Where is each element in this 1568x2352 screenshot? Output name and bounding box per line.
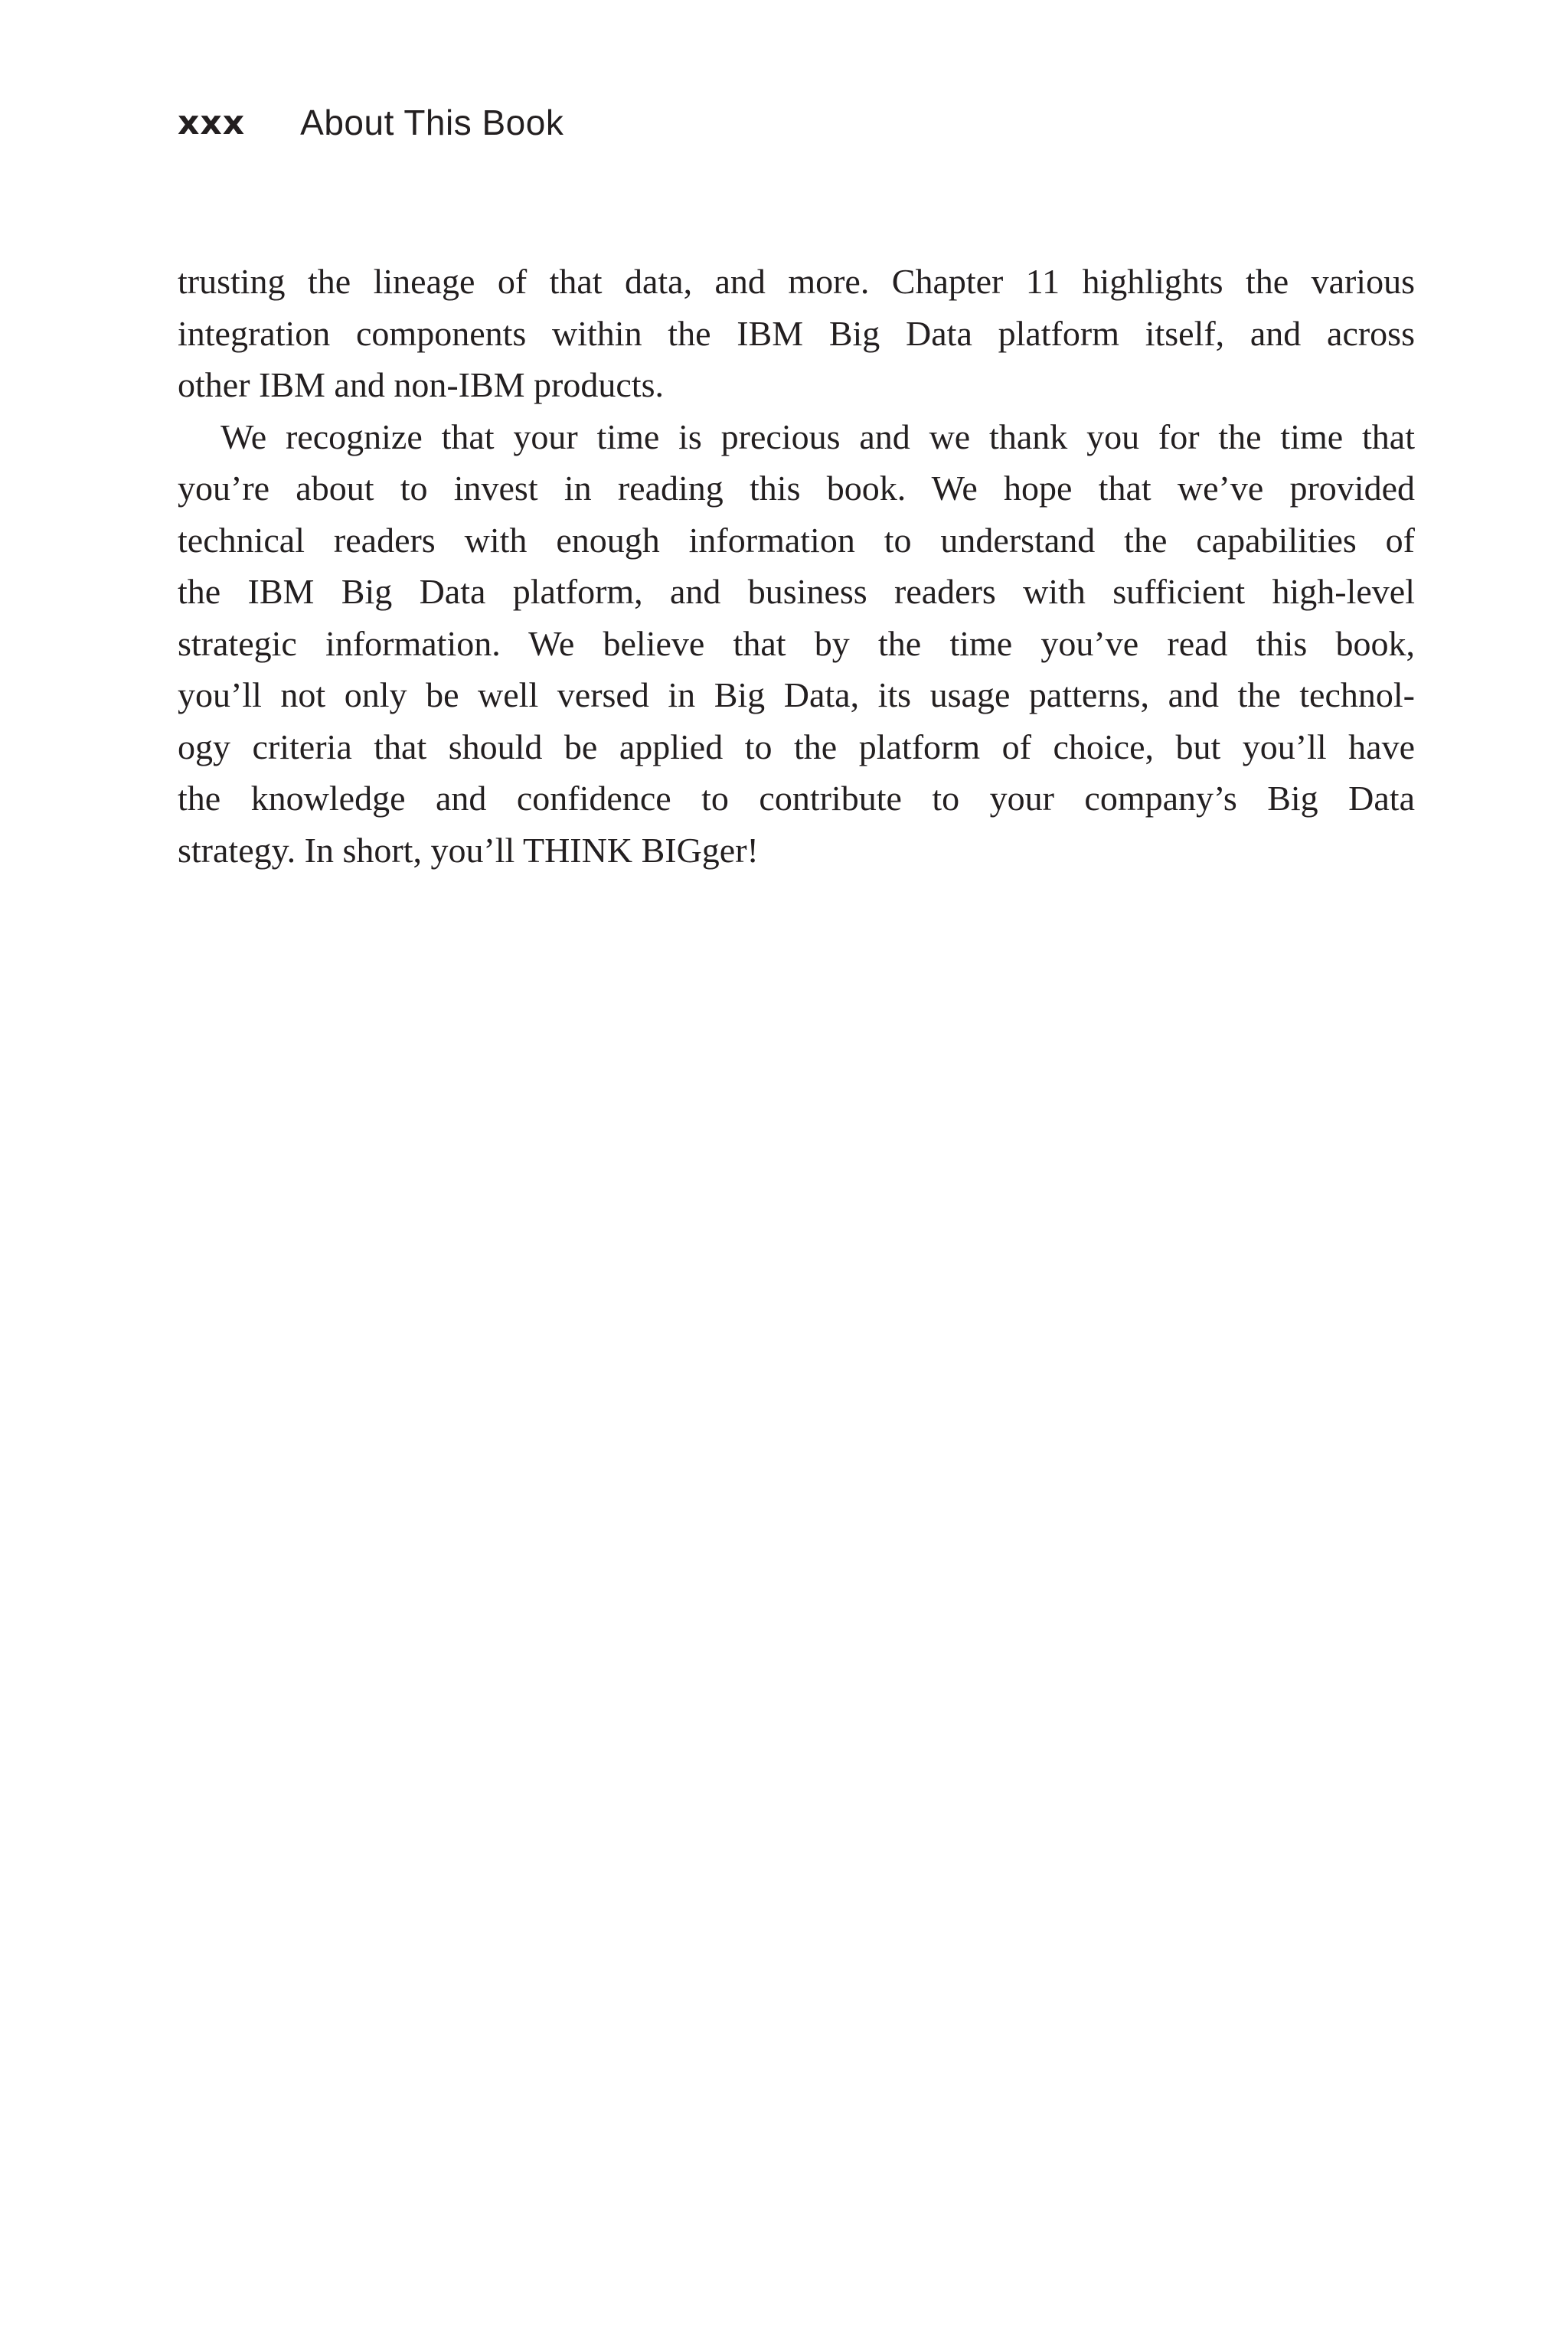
paragraph-2 bbox=[178, 411, 1415, 877]
text-line: you’re about to invest in reading this book. We hope that we’ve provided bbox=[178, 469, 1415, 508]
text-line: We recognize that your time is precious and we thank you for the time that bbox=[220, 416, 1415, 456]
text-line: trusting the lineage of that data, and more. Chapter 11 highlights the various bbox=[178, 262, 1415, 301]
text-line: the IBM Big Data platform, and business readers with sufficient high-level bbox=[178, 572, 1415, 611]
text-line: other IBM and non-IBM products. bbox=[178, 365, 664, 404]
text-line: technical readers with enough information to understand the capabilities of bbox=[178, 520, 1415, 560]
running-head bbox=[178, 98, 564, 147]
page-number: xxx bbox=[178, 103, 246, 142]
running-head-title: About This Book bbox=[300, 103, 564, 142]
body-text bbox=[178, 256, 1415, 876]
text-line: you’ll not only be well versed in Big Data, its usage patterns, and the technol- bbox=[178, 675, 1415, 714]
text-line: strategic information. We believe that by the time you’ve read this book, bbox=[178, 623, 1415, 663]
text-line: ogy criteria that should be applied to the platform of choice, but you’ll have bbox=[178, 727, 1415, 766]
text-line: strategy. In short, you’ll THINK BIGger! bbox=[178, 830, 759, 870]
text-line: the knowledge and confidence to contribute to your company’s Big Data bbox=[178, 779, 1415, 818]
text-line: integration components within the IBM Big Data platform itself, and across bbox=[178, 313, 1415, 353]
paragraph-1 bbox=[178, 256, 1415, 411]
